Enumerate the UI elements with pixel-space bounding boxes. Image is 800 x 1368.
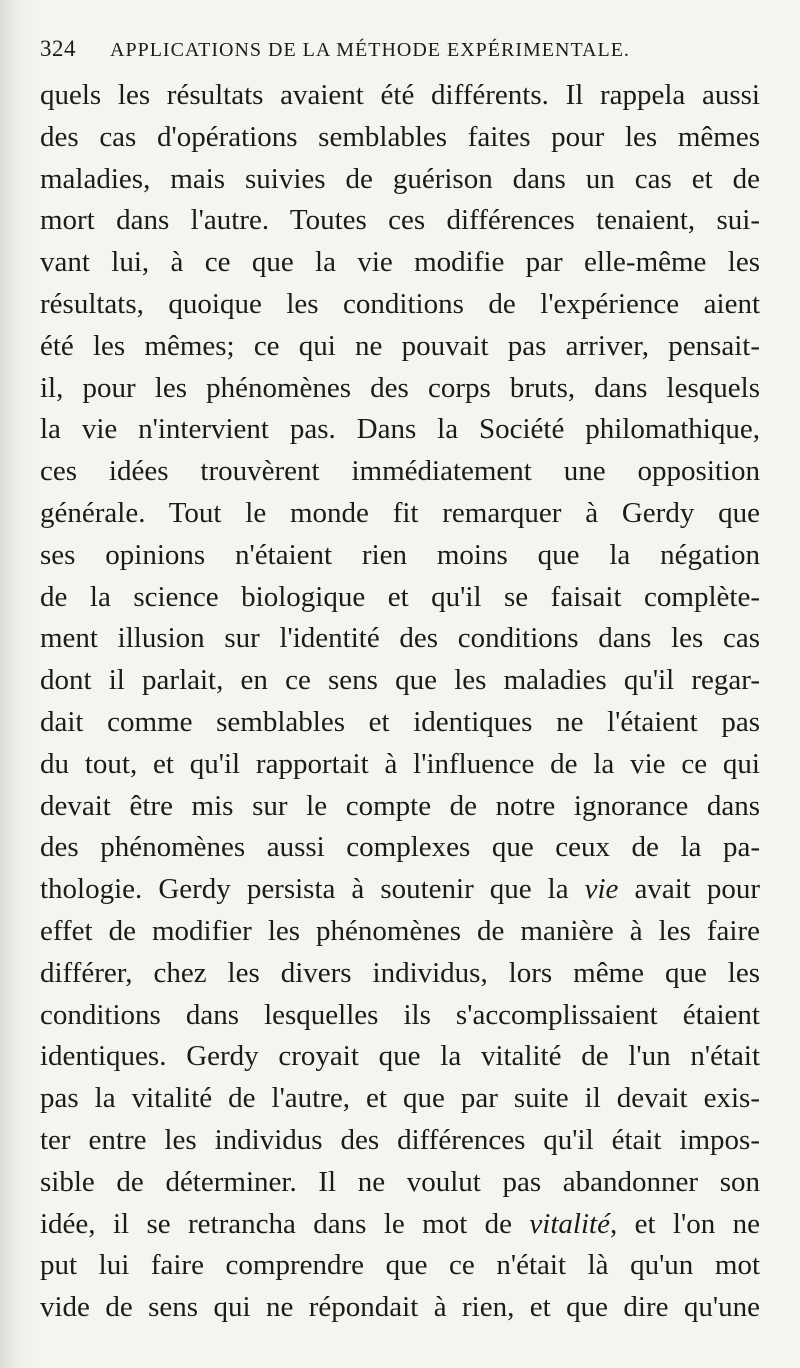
- italic-word: vie: [584, 873, 619, 906]
- text-line: des phénomènes aussi complexes que ceux de la pa-: [40, 831, 760, 864]
- text-line: vide de sens qui ne répondait à rien, et que dire qu'une: [40, 1291, 760, 1324]
- italic-word: vitalité: [529, 1207, 610, 1240]
- text-line: pas la vitalité de l'autre, et que par suite il devait exis-: [40, 1082, 760, 1115]
- running-title: APPLICATIONS DE LA MÉTHODE EXPÉRIMENTALE.: [110, 39, 630, 61]
- text-segment: thologie. Gerdy persista à soutenir que la: [40, 873, 585, 906]
- text-segment: , et l'on ne: [609, 1207, 760, 1240]
- text-line: ter entre les individus des différences qu'il était impos-: [40, 1123, 760, 1156]
- text-line: conditions dans lesquelles ils s'accomplissaient étaient: [40, 998, 760, 1031]
- text-line: il, pour les phénomènes des corps bruts, dans lesquels: [40, 371, 760, 404]
- text-line: de la science biologique et qu'il se faisait complète-: [40, 580, 760, 613]
- page-number: 324: [40, 36, 76, 61]
- text-line: put lui faire comprendre que ce n'était là qu'un mot: [40, 1249, 760, 1282]
- text-line: effet de modifier les phénomènes de manière à les faire: [40, 914, 760, 947]
- text-line: la vie n'intervient pas. Dans la Société philomathique,: [40, 413, 760, 446]
- text-line: quels les résultats avaient été différents. Il rappela aussi: [40, 79, 760, 111]
- text-segment: idée, il se retrancha dans le mot de: [40, 1207, 530, 1240]
- text-line: ses opinions n'étaient rien moins que la négation: [40, 538, 760, 571]
- text-line: [40, 869, 760, 911]
- body-text: [40, 75, 760, 1329]
- text-line: générale. Tout le monde fit remarquer à Gerdy que: [40, 496, 760, 529]
- text-line: du tout, et qu'il rapportait à l'influence de la vie ce qui: [40, 747, 760, 780]
- text-line: mort dans l'autre. Toutes ces différences tenaient, sui-: [40, 204, 760, 237]
- text-line: dait comme semblables et identiques ne l'étaient pas: [40, 705, 760, 738]
- text-line: ces idées trouvèrent immédiatement une opposition: [40, 455, 760, 488]
- text-line: été les mêmes; ce qui ne pouvait pas arriver, pensait-: [40, 329, 760, 362]
- text-line: des cas d'opérations semblables faites pour les mêmes: [40, 120, 760, 153]
- text-segment: avait pour: [618, 873, 760, 906]
- text-line: identiques. Gerdy croyait que la vitalité de l'un n'était: [40, 1040, 760, 1073]
- text-line: vant lui, à ce que la vie modifie par elle-même les: [40, 246, 760, 279]
- text-line: différer, chez les divers individus, lors même que les: [40, 956, 760, 989]
- text-line: dont il parlait, en ce sens que les maladies qu'il regar-: [40, 664, 760, 697]
- text-line: [40, 1204, 760, 1246]
- text-line: sible de déterminer. Il ne voulut pas abandonner son: [40, 1165, 760, 1198]
- text-line: résultats, quoique les conditions de l'expérience aient: [40, 287, 760, 320]
- text-line: maladies, mais suivies de guérison dans un cas et de: [40, 162, 760, 195]
- running-head: [40, 36, 760, 70]
- text-line: devait être mis sur le compte de notre ignorance dans: [40, 789, 760, 822]
- text-line: ment illusion sur l'identité des conditions dans les cas: [40, 622, 760, 655]
